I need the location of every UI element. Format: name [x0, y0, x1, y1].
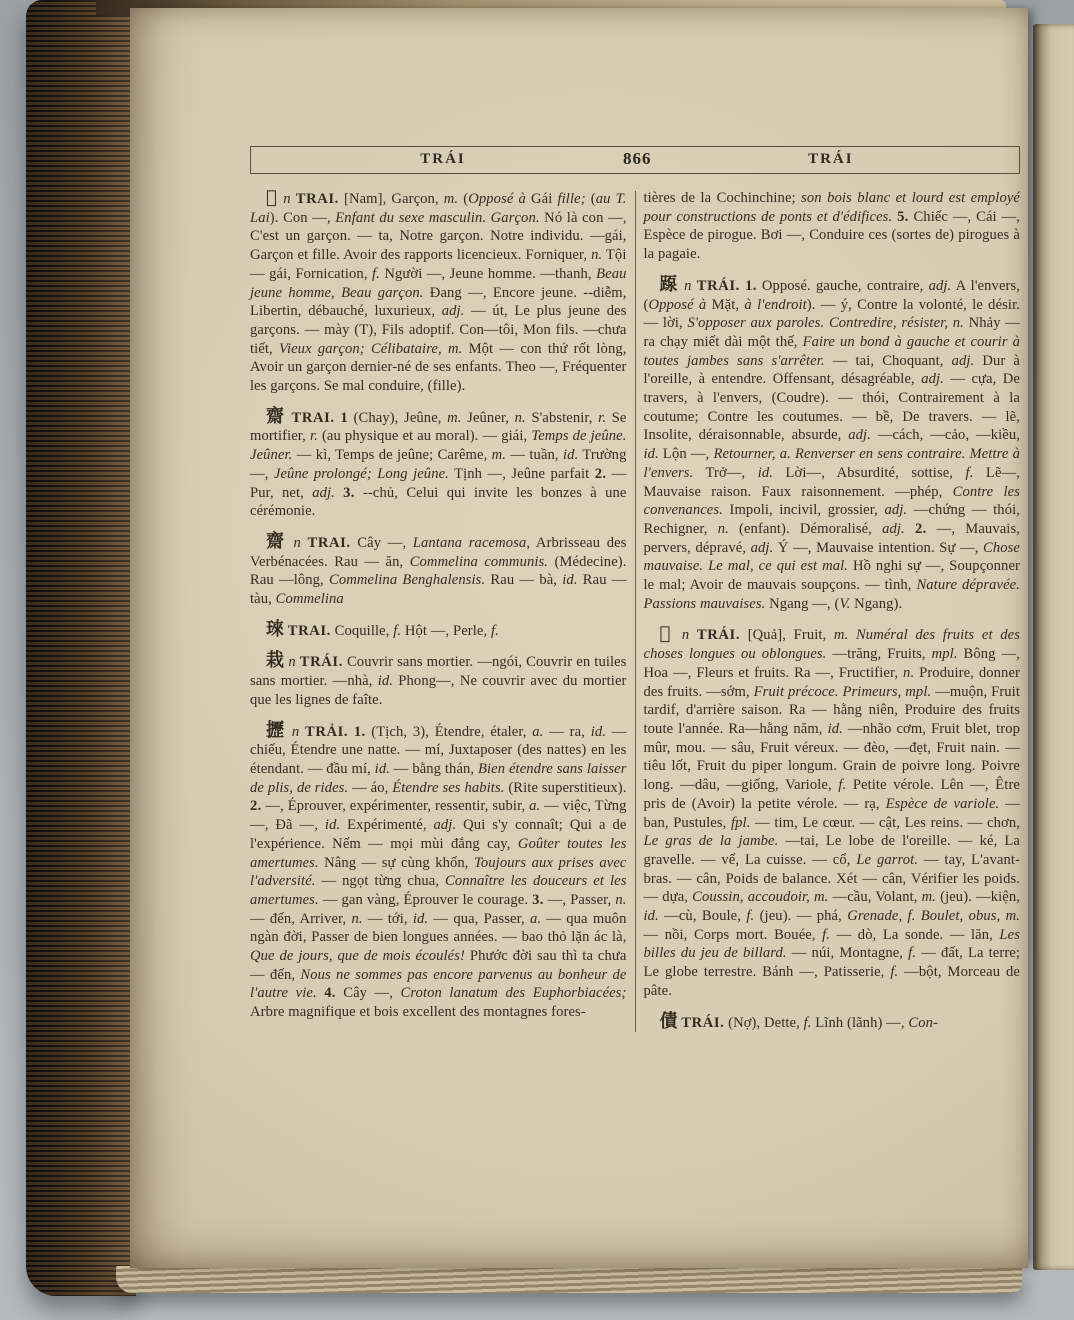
entry-headword: TRAI.	[307, 534, 351, 551]
page-number: 866	[623, 149, 652, 169]
page-header	[250, 146, 1020, 174]
entry-pos-label: n	[283, 191, 291, 207]
entry-character-glyph: 琜	[266, 618, 284, 640]
entry-pos-label: n	[293, 534, 301, 551]
dictionary-entry: 𨂽 n TRÁI. 1. Opposé. gauche, contraire, adj. A l'envers, (Opposé à Mặt, à l'endroit). — ý, Contre la volonté, le désir. — lời, S'opposer aux paroles. Contredire, résister, n. Nhảy — ra chạy miết dài một thế, Faire un bond à gauche et courir à toutes jambes sans s'arrêter. — tai, Choquant, adj. Dur à l'oreille, à entendre. Offensant, désagréable, adj. — cựa, De travers, à l'envers, (Coudre). — thói, Contrairement à la coutume; Contre les coutumes. — bề, De travers. — lẽ, Insolite, déraisonnable, absurde, adj. —cách, —cảo, —kiều, id. Lộn —, Retourner, a. Renverser en sens contraire. Mettre à l'envers. Trở—, id. Lời—, Absurdité, sottise, f. Lẽ—, Mauvaise raison. Faux raisonnement. —phép, Contre les convenances. Impoli, incivil, grossier, adj. —chứng — thói, Rechigner, n. (enfant). Démoralisé, adj. 2. —, Mauvais, pervers, dépravé, adj. Ý —, Mauvaise intention. Sự —, Chose mauvaise. Le mal, ce qui est mal. Hồ nghi sự —, Soupçonner le mal; Avoir de mauvais soupçons. — tình, Nature dépravée. Passions mauvaises. Ngang —, (V. Ngang).	[643, 273, 1021, 612]
page-content	[250, 8, 1020, 1032]
dictionary-entry: 琜 TRAI. Coquille, f. Hột —, Perle, f.	[266, 618, 499, 640]
dictionary-entry: 債 TRÁI. (Nợ), Dette, f. Lĩnh (lãnh) —, Con-	[659, 1010, 938, 1032]
entry-headword: TRẢI.	[305, 723, 349, 740]
text-columns	[250, 189, 1020, 1032]
entry-character-glyph: 齋	[266, 530, 287, 552]
entry-pos-label: n	[291, 723, 300, 740]
right-column	[644, 189, 1021, 1032]
dictionary-entry: 齋 n TRAI. Cây —, Lantana racemosa, Arbrisseau des Verbénacées. Rau — ăn, Commelina communis. (Médecine). Rau —lông, Commelina Benghalensis. Rau — bà, id. Rau — tàu, Commelina	[250, 530, 627, 608]
entry-headword: TRAI.	[291, 409, 335, 426]
entry-headword: TRÁI.	[299, 654, 343, 671]
dictionary-entry: 𣛤 n TRÁI. [Quả], Fruit, m. Numéral des fruits et des choses longues ou oblongues. —trăng, Fruits, mpl. Bông —, Hoa —, Fleurs et fruits. Ra —, Fructifier, n. Produire, donner des fruits. —sớm, Fruit précoce. Primeurs, mpl. —muộn, Fruit tardif, d'arrière saison. Ra — hằng niên, Produire des fruits toute l'année. Ra—hằng năm, id. —nhão cơm, Fruit blet, trop mûr, mou. — sâu, Fruit véreux. — đèo, —đẹt, Fruit nain. —tiêu lốt, Fruit du piper longum. Grain de poivre long. Poivre long. —dâu, —giống, Variole, f. Petite vérole. Lên —, Être pris de (Avoir) la petite vérole. — rạ, Espèce de variole. — ban, Pustules, fpl. — tim, Le cœur. — cật, Les reins. — chơn, Le gras de la jambe. —tai, Le lobe de l'oreille. — ké, La gravelle. — vế, La cuisse. — cổ, Le garrot. — tay, L'avant-bras. — cân, Poids de balance. Xét — cân, Vérifier les poids. — dựa, Coussin, accoudoir, m. —cầu, Volant, m. (jeu). —kiện, id. —cù, Boule, f. (jeu). — phá, Grenade, f. Boulet, obus, m. — nồi, Corps mort. Bouée, f. — dò, La sonde. — lăn, Les billes du jeu de billard. — núi, Montagne, f. — đất, La terre; Le globe terrestre. Bánh —, Patisserie, f. —bột, Morceau de pâte.	[643, 623, 1021, 999]
entry-headword: TRÁI.	[696, 277, 740, 294]
running-title-right: TRÁI	[808, 150, 854, 167]
entry-character-glyph: 栽	[266, 650, 285, 672]
entry-character-glyph: 𤳆	[266, 187, 279, 208]
dictionary-page	[130, 8, 1028, 1268]
dictionary-entry: 栽 n TRÁI. Couvrir sans mortier. —ngói, Couvrir en tuiles sans mortier. —nhà, id. Phong—, Ne couvrir avec du mortier que les lignes de faîte.	[250, 650, 627, 708]
left-column	[250, 189, 627, 1032]
book-bottom-page-edges	[116, 1266, 1022, 1293]
entry-character-glyph: 𣛤	[659, 623, 675, 645]
running-title-left: TRÁI	[420, 150, 466, 167]
facing-page-edge	[1033, 24, 1074, 1270]
dictionary-entry: 𤳆 n TRAI. [Nam], Garçon, m. (Opposé à Gái fille; (au T. Lai). Con —, Enfant du sexe masculin. Garçon. Nó là con —, C'est un garçon. — ta, Notre garçon. Notre individu. —gái, Garçon et fille. Avoir des rapports licencieux. Forniquer, n. Tội — gái, Fornication, f. Người —, Jeune homme. —thanh, Beau jeune homme, Beau garçon. Đang —, Encore jeune. --diễm, Libertin, débauché, luxurieux, adj. — út, Le plus jeune des garçons. — mày (T), Fils adoptif. Con—tôi, Mon fils. —chưa tiết, Vieux garçon; Célibataire, m. Một — con thứ rốt lòng, Avoir un garçon dernier-né de ses enfants. Theo —, Fréquenter les garçons. Se mal conduire, (fille).	[250, 187, 627, 395]
entry-pos-label: n	[684, 277, 692, 294]
entry-character-glyph: 齋	[266, 405, 286, 427]
entry-continuation: tières de la Cochinchine; son bois blanc et lourd est employé pour constructions de ponts et d'édifices. 5. Chiếc —, Cái —, Espèce de pirogue. Bơi —, Conduire ces (sortes de) pirogues à la pagaie.	[643, 190, 1021, 263]
entry-character-glyph: 𨂽	[659, 273, 679, 295]
dictionary-entry: 攊 n TRẢI. 1. (Tịch, 3), Étendre, étaler, a. — ra, id. — chiếu, Étendre une natte. — mí, Juxtaposer (des nattes) en les étendant. — đầu mí, id. — bằng thán, Bien étendre sans laisser de plis, de rides. — áo, Étendre ses habits. (Rite superstitieux). 2. —, Éprouver, expérimenter, ressentir, subir, a. — việc, Từng—, Đã —, id. Expérimenté, adj. Qui s'y connaît; Qui a de l'expérience. Nếm — mọi mùi đắng cay, Goûter toutes les amertumes. Nâng — sự cùng khốn, Toujours aux prises avec l'adversité. — ngọt từng chua, Connaître les douceurs et les amertumes. — gan vàng, Éprouver le courage. 3. —, Passer, n. — đến, Arriver, n. — tới, id. — qua, Passer, a. — qua muôn ngàn đời, Passer de bien longues années. — bao thỏ lặn ác là, Que de jours, que de mois écoulés! Phước đời sau thì ta chưa — đến, Nous ne sommes pas encore parvenus au bonheur de l'autre vie. 4. Cây —, Croton lanatum des Euphorbiacées; Arbre magnifique et bois excellent des montagnes fores-	[250, 719, 627, 1021]
book-binding-edges	[26, 0, 136, 1296]
entry-headword: TRAI.	[295, 191, 339, 207]
entry-character-glyph: 債	[659, 1010, 678, 1032]
entry-headword: TRÁI.	[696, 627, 741, 644]
entry-headword: TRAI.	[287, 622, 331, 639]
entry-pos-label: n	[681, 627, 690, 644]
dictionary-entry: 齋 TRAI. 1 (Chay), Jeûne, m. Jeûner, n. S'abstenir, r. Se mortifier, r. (au physique et au moral). — giái, Temps de jeûne. Jeûner. — kì, Temps de jeûne; Carême, m. — tuần, id. Trường —, Jeûne prolongé; Long jeûne. Tịnh —, Jeûne parfait 2. — Pur, net, adj. 3. --chủ, Celui qui invite les bonzes à une cérémonie.	[250, 405, 627, 520]
entry-headword: TRÁI.	[681, 1014, 725, 1031]
entry-character-glyph: 攊	[266, 719, 287, 741]
column-rule	[635, 191, 636, 1032]
entry-pos-label: n	[288, 654, 296, 671]
